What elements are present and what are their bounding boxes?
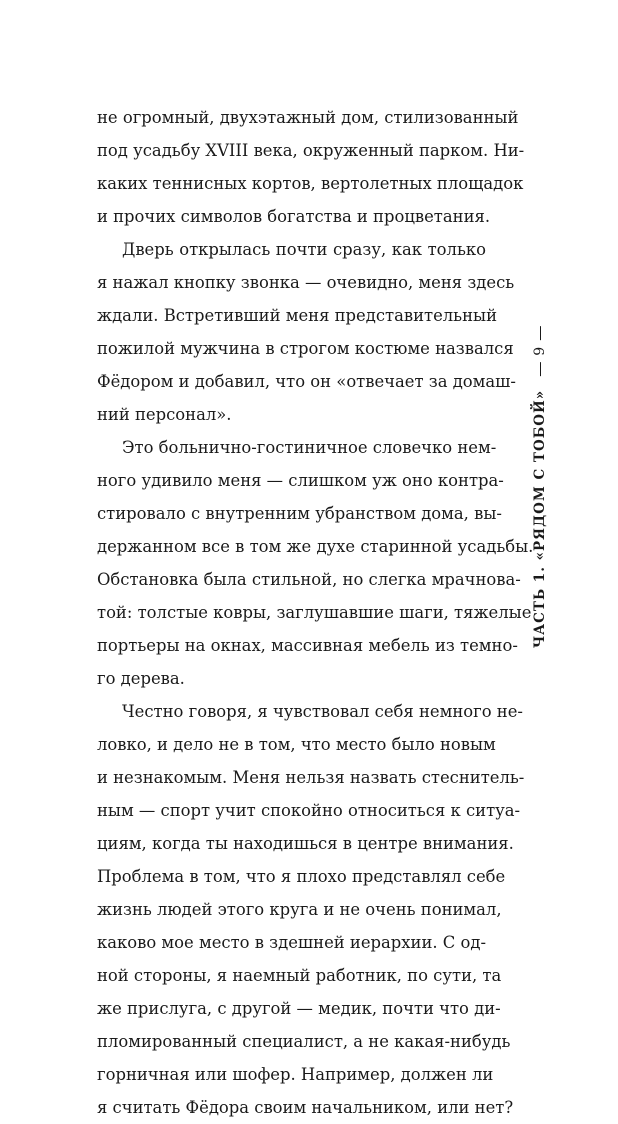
text-line: и незнакомым. Меня нельзя назвать стеснитель- xyxy=(97,768,525,787)
running-head xyxy=(524,345,556,649)
text-line: ным — спорт учит спокойно относиться к ситуа- xyxy=(97,801,521,820)
text-line: же прислуга, с другой — медик, почти что ди- xyxy=(97,999,501,1018)
folio-rule xyxy=(540,326,541,340)
body-text xyxy=(97,101,534,1124)
text-line: Проблема в том, что я плохо представлял себе xyxy=(97,867,506,886)
text-line: ний персонал». xyxy=(97,405,232,424)
text-line: под усадьбу XVIII века, окруженный парком. Ни- xyxy=(97,141,525,160)
text-line: Дверь открылась почти сразу, как только xyxy=(122,240,486,259)
text-line: ждали. Встретивший меня представительный xyxy=(97,306,498,325)
text-line: каких теннисных кортов, вертолетных площадок xyxy=(97,174,524,193)
page-number: 9 xyxy=(532,345,548,356)
page-folio xyxy=(532,326,548,376)
text-line: каково мое место в здешней иерархии. С од- xyxy=(97,933,487,952)
text-line: Обстановка была стильной, но слегка мрачнова- xyxy=(97,570,521,589)
text-line: я считать Фёдора своим начальником, или нет? xyxy=(97,1098,514,1117)
text-line: пломированный специалист, а не какая-нибудь xyxy=(97,1032,511,1051)
text-line: не огромный, двухэтажный дом, стилизованный xyxy=(97,108,519,127)
text-line: Это больнично-гостиничное словечко нем- xyxy=(122,438,497,457)
text-line: и прочих символов богатства и процветания. xyxy=(97,207,491,226)
text-line: го дерева. xyxy=(97,669,185,688)
text-line: пожилой мужчина в строгом костюме назвался xyxy=(97,339,514,358)
text-line: Фёдором и добавил, что он «отвечает за домаш- xyxy=(97,372,516,391)
text-line: циям, когда ты находишься в центре внимания. xyxy=(97,834,514,853)
text-line: ного удивило меня — слишком уж оно контра- xyxy=(97,471,504,490)
text-line: Честно говоря, я чувствовал себя немного не- xyxy=(122,702,523,721)
text-line: ловко, и дело не в том, что место было новым xyxy=(97,735,496,754)
folio-rule xyxy=(540,362,541,376)
text-line: я нажал кнопку звонка — очевидно, меня здесь xyxy=(97,273,515,292)
text-line: держанном все в том же духе старинной усадьбы. xyxy=(97,537,534,556)
text-line: жизнь людей этого круга и не очень понимал, xyxy=(97,900,502,919)
running-head-rotated xyxy=(532,326,548,648)
text-line: портьеры на окнах, массивная мебель из темно- xyxy=(97,636,518,655)
text-line: ной стороны, я наемный работник, по сути, та xyxy=(97,966,502,985)
text-line: горничная или шофер. Например, должен ли xyxy=(97,1065,494,1084)
text-line: той: толстые ковры, заглушавшие шаги, тяжелые xyxy=(97,603,532,622)
part-title: ЧАСТЬ 1. «РЯДОМ С ТОБОЙ» xyxy=(532,389,548,649)
text-line: стировало с внутренним убранством дома, вы- xyxy=(97,504,502,523)
